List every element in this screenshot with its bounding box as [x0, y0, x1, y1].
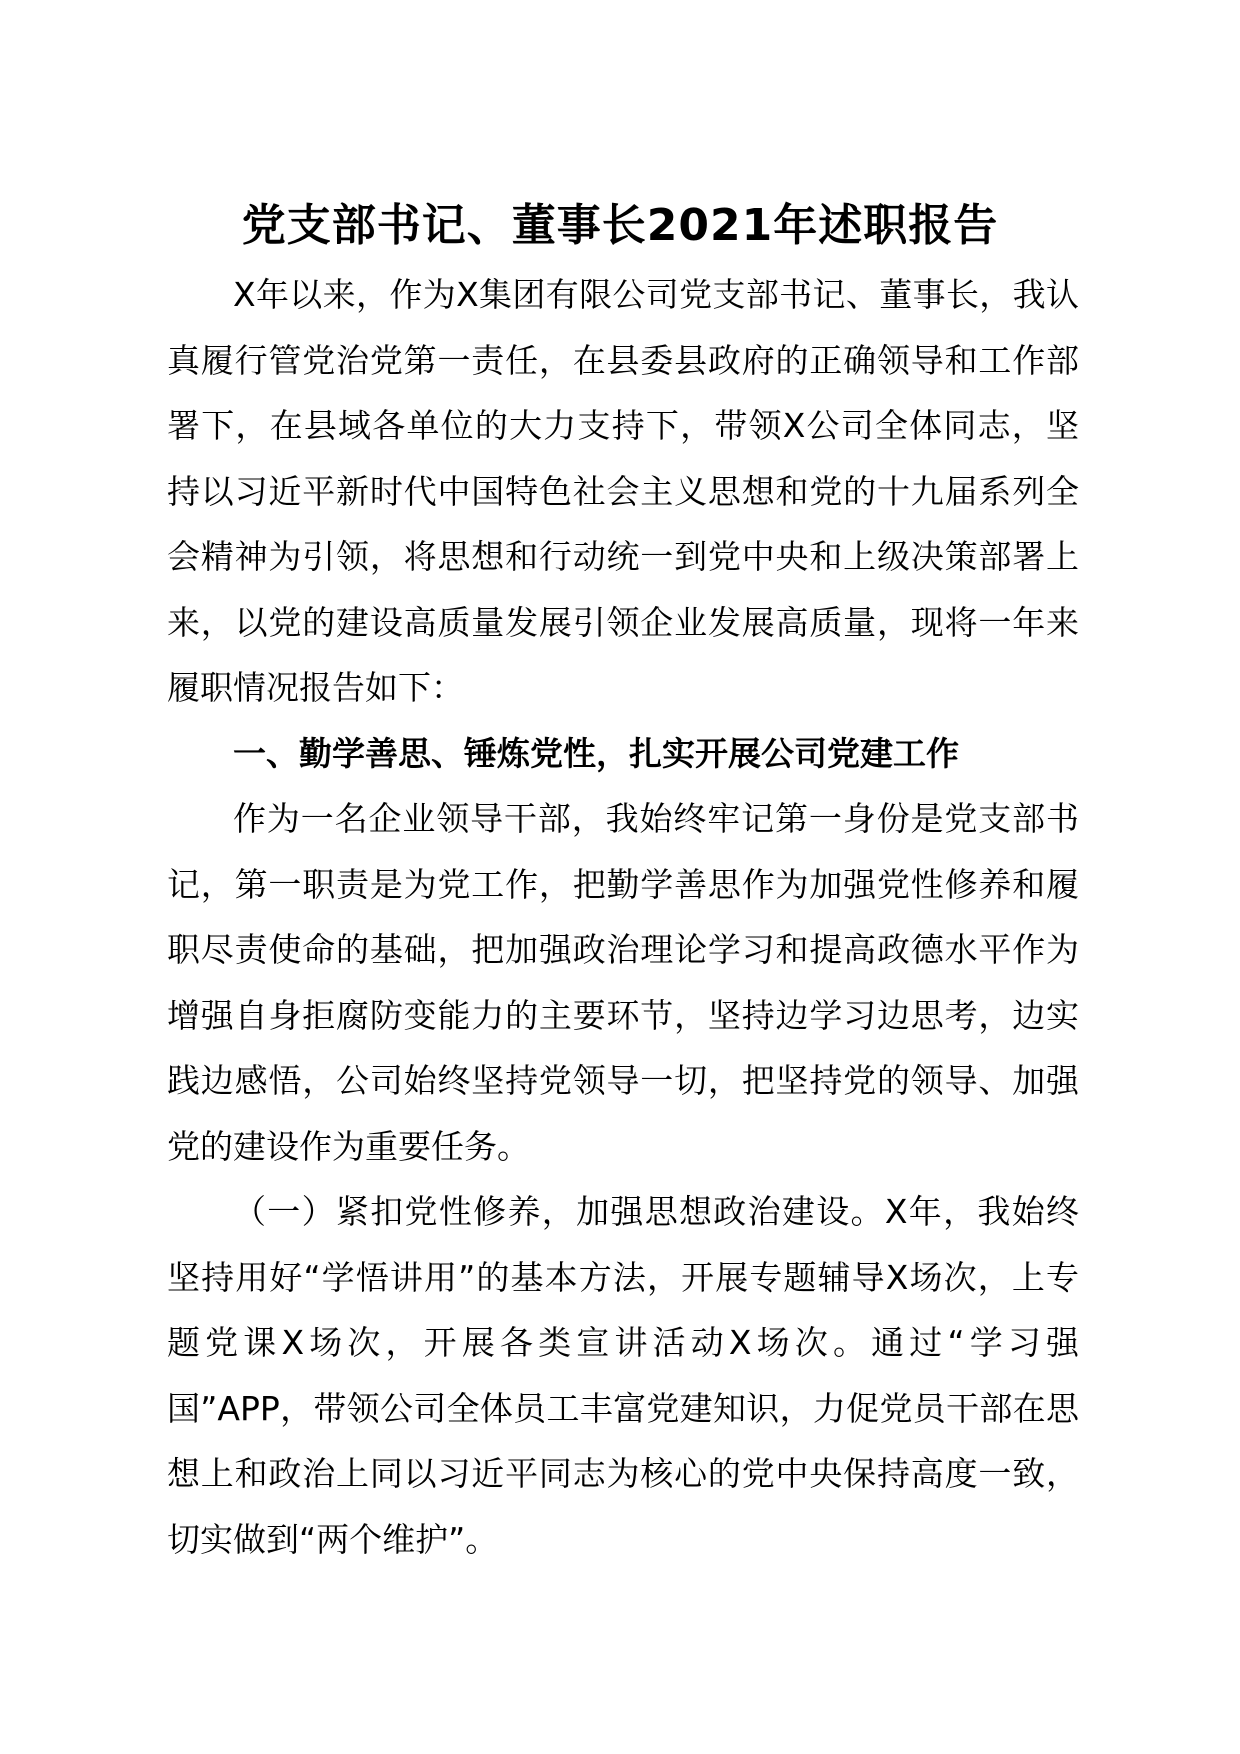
paragraph-subsection-1: （一）紧扣党性修养，加强思想政治建设。X年，我始终坚持用好“学悟讲用”的基本方法，开展专题辅导X场次，上专题党课X场次，开展各类宣讲活动X场次。通过“学习强国”APP，带领公司全体员工丰富党建知识，力促党员干部在思想上和政治上同以习近平同志为核心的党中央保持高度一致，切实做到“两个维护”。: [167, 1192, 1079, 1559]
document-title: 党支部书记、董事长2021年述职报告: [241, 200, 999, 251]
paragraph-intro: X年以来，作为X集团有限公司党支部书记、董事长，我认真履行管党治党第一责任，在县委县政府的正确领导和工作部署下，在县域各单位的大力支持下，带领X公司全体同志，坚持以习近平新时代中国特色社会主义思想和党的十九届系列全会精神为引领，将思想和行动统一到党中央和上级决策部署上来，以党的建设高质量发展引领企业发展高质量，现将一年来履职情况报告如下：: [167, 275, 1079, 707]
section-heading-1: 一、勤学善思、锤炼党性，扎实开展公司党建工作: [233, 733, 959, 773]
paragraph-section-1: 作为一名企业领导干部，我始终牢记第一身份是党支部书记，第一职责是为党工作，把勤学善思作为加强党性修养和履职尽责使命的基础，把加强政治理论学习和提高政德水平作为增强自身拒腐防变能力的主要环节，坚持边学习边思考，边实践边感悟，公司始终坚持党领导一切，把坚持党的领导、加强党的建设作为重要任务。: [167, 799, 1079, 1166]
document-body: [167, 262, 1079, 1572]
